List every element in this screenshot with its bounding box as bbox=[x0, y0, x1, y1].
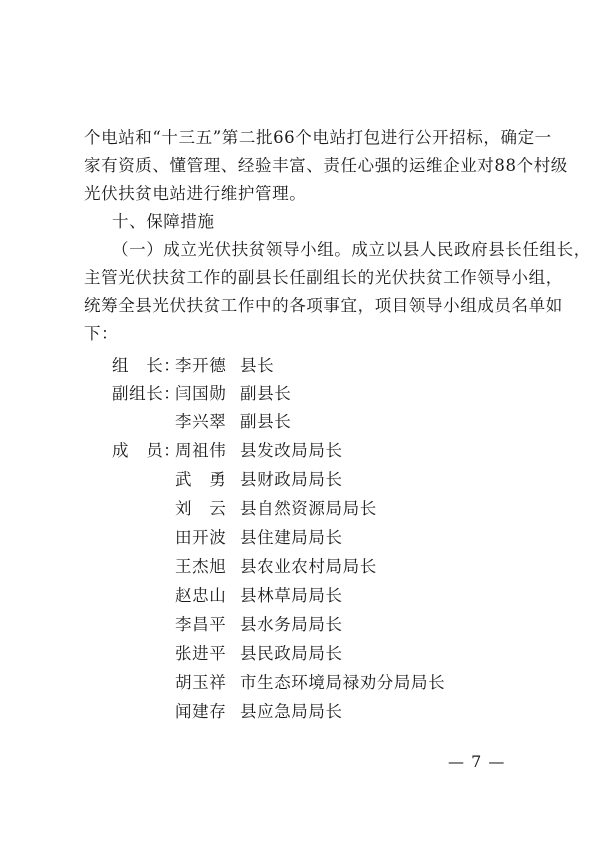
member-name: 武 勇 bbox=[175, 470, 227, 489]
subsection-line-4: 下： bbox=[84, 324, 119, 343]
paragraph-line-1: 个电站和“十三五”第二批66个电站打包进行公开招标，确定一 bbox=[84, 128, 552, 147]
member-name: 李开德 bbox=[175, 356, 227, 375]
member-title: 县财政局局长 bbox=[240, 470, 343, 489]
member-name: 李昌平 bbox=[175, 615, 227, 634]
member-title: 副县长 bbox=[240, 412, 292, 431]
member-role: 组 长： bbox=[112, 356, 181, 375]
member-role: 副组长： bbox=[112, 384, 181, 403]
member-title: 县民政局局长 bbox=[240, 644, 343, 663]
member-name: 刘 云 bbox=[175, 499, 227, 518]
member-title: 县应急局局长 bbox=[240, 702, 343, 721]
member-name: 闫国勋 bbox=[175, 384, 227, 403]
member-title: 副县长 bbox=[240, 384, 292, 403]
member-title: 县自然资源局局长 bbox=[240, 499, 377, 518]
paragraph-line-3: 光伏扶贫电站进行维护管理。 bbox=[84, 184, 307, 203]
subsection-line-2: 主管光伏扶贫工作的副县长任副组长的光伏扶贫工作领导小组， bbox=[84, 268, 563, 287]
subsection-first-line bbox=[112, 240, 591, 260]
member-title: 县住建局局长 bbox=[240, 528, 343, 547]
member-title: 县长 bbox=[240, 356, 275, 375]
member-title: 县林草局局长 bbox=[240, 586, 343, 605]
member-title: 县农业农村局局长 bbox=[240, 557, 377, 576]
member-name: 田开波 bbox=[175, 528, 227, 547]
member-title: 县水务局局长 bbox=[240, 615, 343, 634]
paragraph-line-2: 家有资质、懂管理、经验丰富、责任心强的运维企业对88个村级 bbox=[84, 156, 568, 175]
subsection-line-3: 统筹全县光伏扶贫工作中的各项事宜，项目领导小组成员名单如 bbox=[84, 296, 563, 315]
member-title: 市生态环境局禄劝分局局长 bbox=[240, 673, 446, 692]
member-role: 成 员： bbox=[112, 441, 181, 460]
member-name: 张进平 bbox=[175, 644, 227, 663]
page-number: — 7 — bbox=[448, 752, 506, 771]
member-name: 李兴翠 bbox=[175, 412, 227, 431]
member-title: 县发改局局长 bbox=[240, 441, 343, 460]
section-heading: 十、保障措施 bbox=[112, 212, 215, 231]
member-name: 闻建存 bbox=[175, 702, 227, 721]
member-name: 胡玉祥 bbox=[175, 673, 227, 692]
member-name: 周祖伟 bbox=[175, 441, 227, 460]
member-name: 王杰旭 bbox=[175, 557, 227, 576]
subsection-text: 成立以县人民政府县长任组长， bbox=[351, 240, 591, 259]
member-name: 赵忠山 bbox=[175, 586, 227, 605]
subsection-label: （一）成立光伏扶贫领导小组。 bbox=[112, 240, 352, 259]
